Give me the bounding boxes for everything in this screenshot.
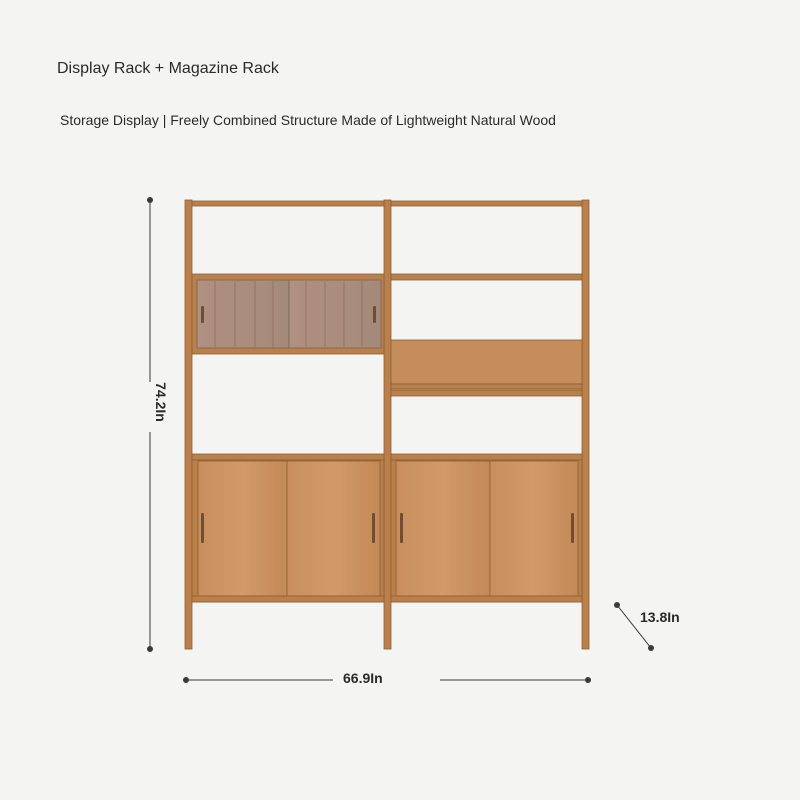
product-subtitle: Storage Display | Freely Combined Structure Made of Lightweight Natural Wood [60,112,556,128]
width-label: 66.9In [343,670,383,686]
left-lower-cabinet [192,460,384,602]
left-upper-cabinet [192,274,384,354]
width-dimension-line [183,677,591,683]
product-title: Display Rack + Magazine Rack [57,60,279,77]
height-label: 74.2In [153,382,169,422]
right-upper-shelves [391,274,582,396]
depth-label: 13.8In [640,609,680,625]
right-lower-cabinet [391,460,582,602]
